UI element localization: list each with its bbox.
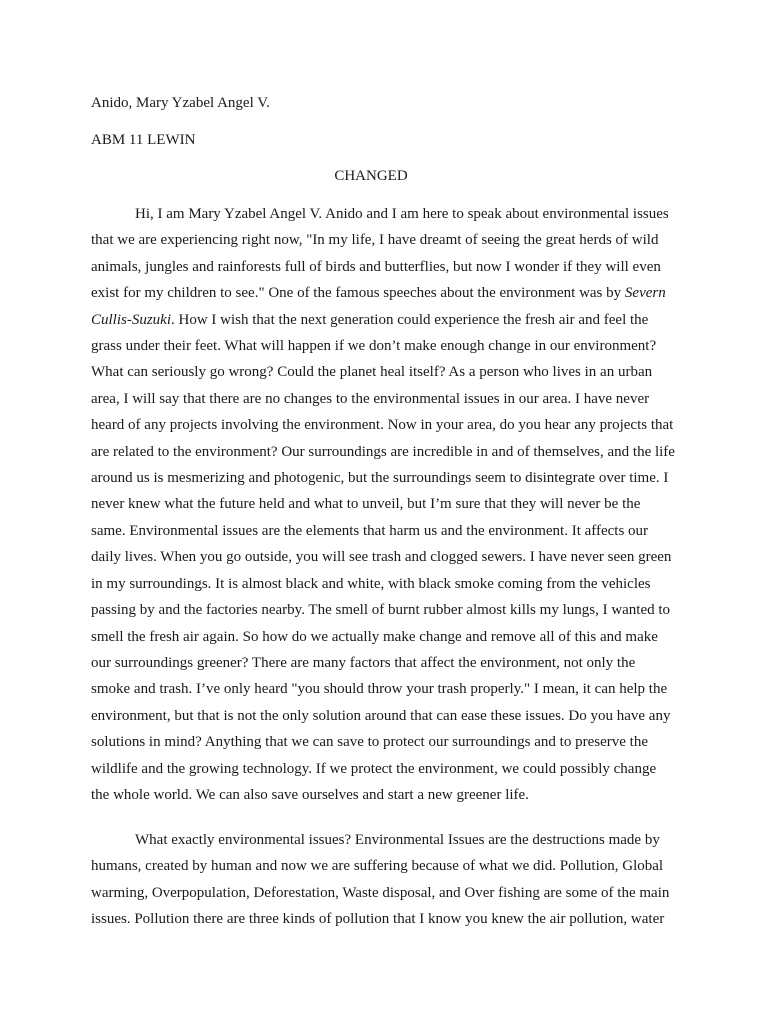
text-line: wildlife and the growing technology. If we protect the environment, we could possibly change	[91, 760, 657, 777]
text-line: humans, created by human and now we are suffering because of what we did. Pollution, Global	[91, 858, 664, 875]
text-line: around us is mesmerizing and photogenic, but the surroundings seem to disintegrate over time. I	[91, 470, 669, 487]
text-line: warming, Overpopulation, Deforestation, Waste disposal, and Over fishing are some of the main	[91, 884, 670, 901]
text-line	[91, 280, 691, 306]
text-line: are related to the environment? Our surroundings are incredible in and of themselves, and the life	[91, 443, 675, 460]
text-line: issues. Pollution there are three kinds of pollution that I know you knew the air pollution, water	[91, 911, 665, 928]
author-name: Anido, Mary Yzabel Angel V.	[91, 95, 270, 111]
italic-name: Severn	[624, 285, 666, 302]
text-line: that we are experiencing right now, "In my life, I have dreamt of seeing the great herds of wild	[91, 232, 659, 249]
text-line: environment, but that is not the only solution around that can ease these issues. Do you have any	[91, 707, 671, 724]
text-line: What can seriously go wrong? Could the planet heal itself? As a person who lives in an urban	[91, 364, 653, 381]
text-line: What exactly environmental issues? Environmental Issues are the destructions made by	[135, 832, 660, 848]
paragraph-1	[91, 201, 691, 808]
text-line: the whole world. We can also save ourselves and start a new greener life.	[91, 786, 529, 803]
essay-title: CHANGED	[334, 168, 408, 184]
text-line: our surroundings greener? There are many factors that affect the environment, not only the	[91, 654, 636, 671]
text-line: animals, jungles and rainforests full of birds and butterflies, but now I wonder if they will even	[91, 258, 661, 275]
text-line: smoke and trash. I’ve only heard "you should throw your trash properly." I mean, it can help the	[91, 681, 668, 698]
text-line: never knew what the future held and what to unveil, but I’m sure that they will never be the	[91, 496, 641, 513]
text-line: same. Environmental issues are the elements that harm us and the environment. It affects our	[91, 522, 649, 539]
text-line: passing by and the factories nearby. The smell of burnt rubber almost kills my lungs, I wanted to	[91, 602, 671, 619]
class-section: ABM 11 LEWIN	[91, 132, 196, 148]
text-line: heard of any projects involving the environment. Now in your area, do you hear any projects that	[91, 417, 674, 434]
text-line: daily lives. When you go outside, you will see trash and clogged sewers. I have never seen green	[91, 549, 672, 566]
text-line: smell the fresh air again. So how do we actually make change and remove all of this and make	[91, 628, 658, 645]
text-line: in my surroundings. It is almost black and white, with black smoke coming from the vehicles	[91, 575, 651, 592]
text-line: Hi, I am Mary Yzabel Angel V. Anido and I am here to speak about environmental issues	[135, 206, 669, 222]
italic-name: Cullis-Suzuki	[91, 311, 172, 328]
text-segment: exist for my children to see." One of the famous speeches about the environment was by	[91, 285, 622, 302]
text-line: grass under their feet. What will happen if we don’t make enough change in our environment?	[91, 338, 657, 355]
paragraph-2	[91, 827, 691, 933]
text-line	[91, 307, 691, 333]
text-line: solutions in mind? Anything that we can save to protect our surroundings and to preserve the	[91, 734, 648, 751]
text-line: area, I will say that there are no changes to the environmental issues in our area. I have never	[91, 390, 650, 407]
text-segment: . How I wish that the next generation could experience the fresh air and feel the	[171, 311, 649, 328]
